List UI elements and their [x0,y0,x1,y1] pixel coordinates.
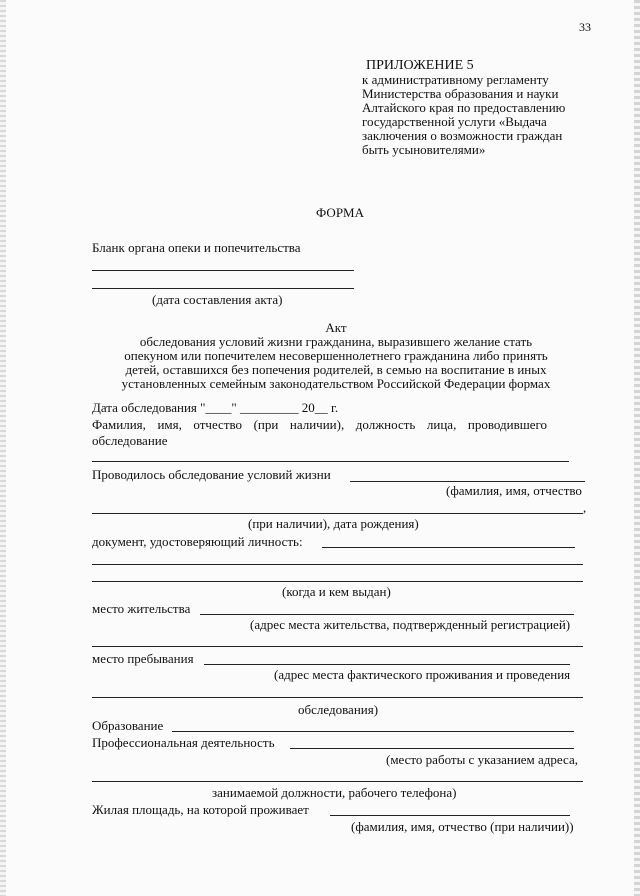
appendix-title: ПРИЛОЖЕНИЕ 5 [366,58,474,73]
page-number: 33 [579,20,591,34]
act-line: обследования условий жизни гражданина, выразившего желание стать [139,334,533,349]
stay-line[interactable] [204,664,570,665]
appendix-line: быть усыновителями» [362,142,486,157]
conducted-label: Проводилось обследование условий жизни [92,467,331,482]
conducted-hint-2: (при наличии), дата рождения) [248,516,419,531]
profession-label: Профессиональная деятельность [92,735,275,750]
profession-hint-2: занимаемой должности, рабочего телефона) [212,785,457,800]
stay-line-2[interactable] [92,697,583,698]
living-space-label: Жилая площадь, на которой проживает [92,802,309,817]
scan-edge-right [634,0,640,896]
comma: , [583,500,587,515]
stay-label: место пребывания [92,651,194,666]
conducted-line[interactable] [350,481,585,482]
profession-line[interactable] [290,748,574,749]
id-doc-line[interactable] [322,547,575,548]
profession-line-2[interactable] [92,781,583,782]
blank-label: Бланк органа опеки и попечительства [92,240,301,255]
act-block [80,321,592,391]
residence-label: место жительства [92,601,191,616]
appendix-text [362,73,590,157]
appendix-line: заключения о возможности граждан [362,128,563,143]
id-doc-label: документ, удостоверяющий личность: [92,534,303,549]
act-line: опекуном или попечителем несовершеннолетнего гражданина либо принять [124,348,548,363]
inspector-label: Фамилия, имя, отчество (при наличии), должность лица, проводившего [92,417,547,432]
education-line[interactable] [172,731,574,732]
date-caption: (дата составления акта) [152,292,283,307]
form-heading: ФОРМА [316,205,364,220]
residence-hint: (адрес места жительства, подтвержденный регистрацией) [250,617,571,632]
id-doc-line-3[interactable] [92,581,583,582]
survey-date-field[interactable]: Дата обследования "____" _________ 20__ г. [92,400,339,415]
residence-line[interactable] [200,614,574,615]
id-doc-hint: (когда и кем выдан) [282,584,391,599]
profession-hint: (место работы с указанием адреса, [386,752,578,767]
id-doc-line-2[interactable] [92,564,583,565]
act-title: Акт [325,320,347,335]
blank-line[interactable] [92,270,354,271]
conducted-hint: (фамилия, имя, отчество [446,483,582,498]
blank-line[interactable] [92,288,354,289]
conducted-line-2[interactable] [92,513,583,514]
inspector-label-cont: обследование [92,433,168,448]
act-line: детей, оставшихся без попечения родителей, в семью на воспитание в иных [125,362,547,377]
living-space-line[interactable] [330,815,570,816]
residence-line-2[interactable] [92,646,583,647]
appendix-block [362,58,590,157]
education-label: Образование [92,718,164,733]
appendix-line: государственной услуги «Выдача [362,114,547,129]
appendix-line: к административному регламенту [362,72,549,87]
stay-hint-2: обследования) [298,702,379,717]
scan-edge-left [0,0,6,896]
stay-hint: (адрес места фактического проживания и проведения [274,667,571,682]
inspector-line[interactable] [92,461,569,462]
appendix-line: Министерства образования и науки [362,86,559,101]
living-space-hint: (фамилия, имя, отчество (при наличии)) [351,819,574,834]
act-line: установленных семейным законодательством Российской Федерации формах [121,376,551,391]
appendix-line: Алтайского края по предоставлению [362,100,566,115]
